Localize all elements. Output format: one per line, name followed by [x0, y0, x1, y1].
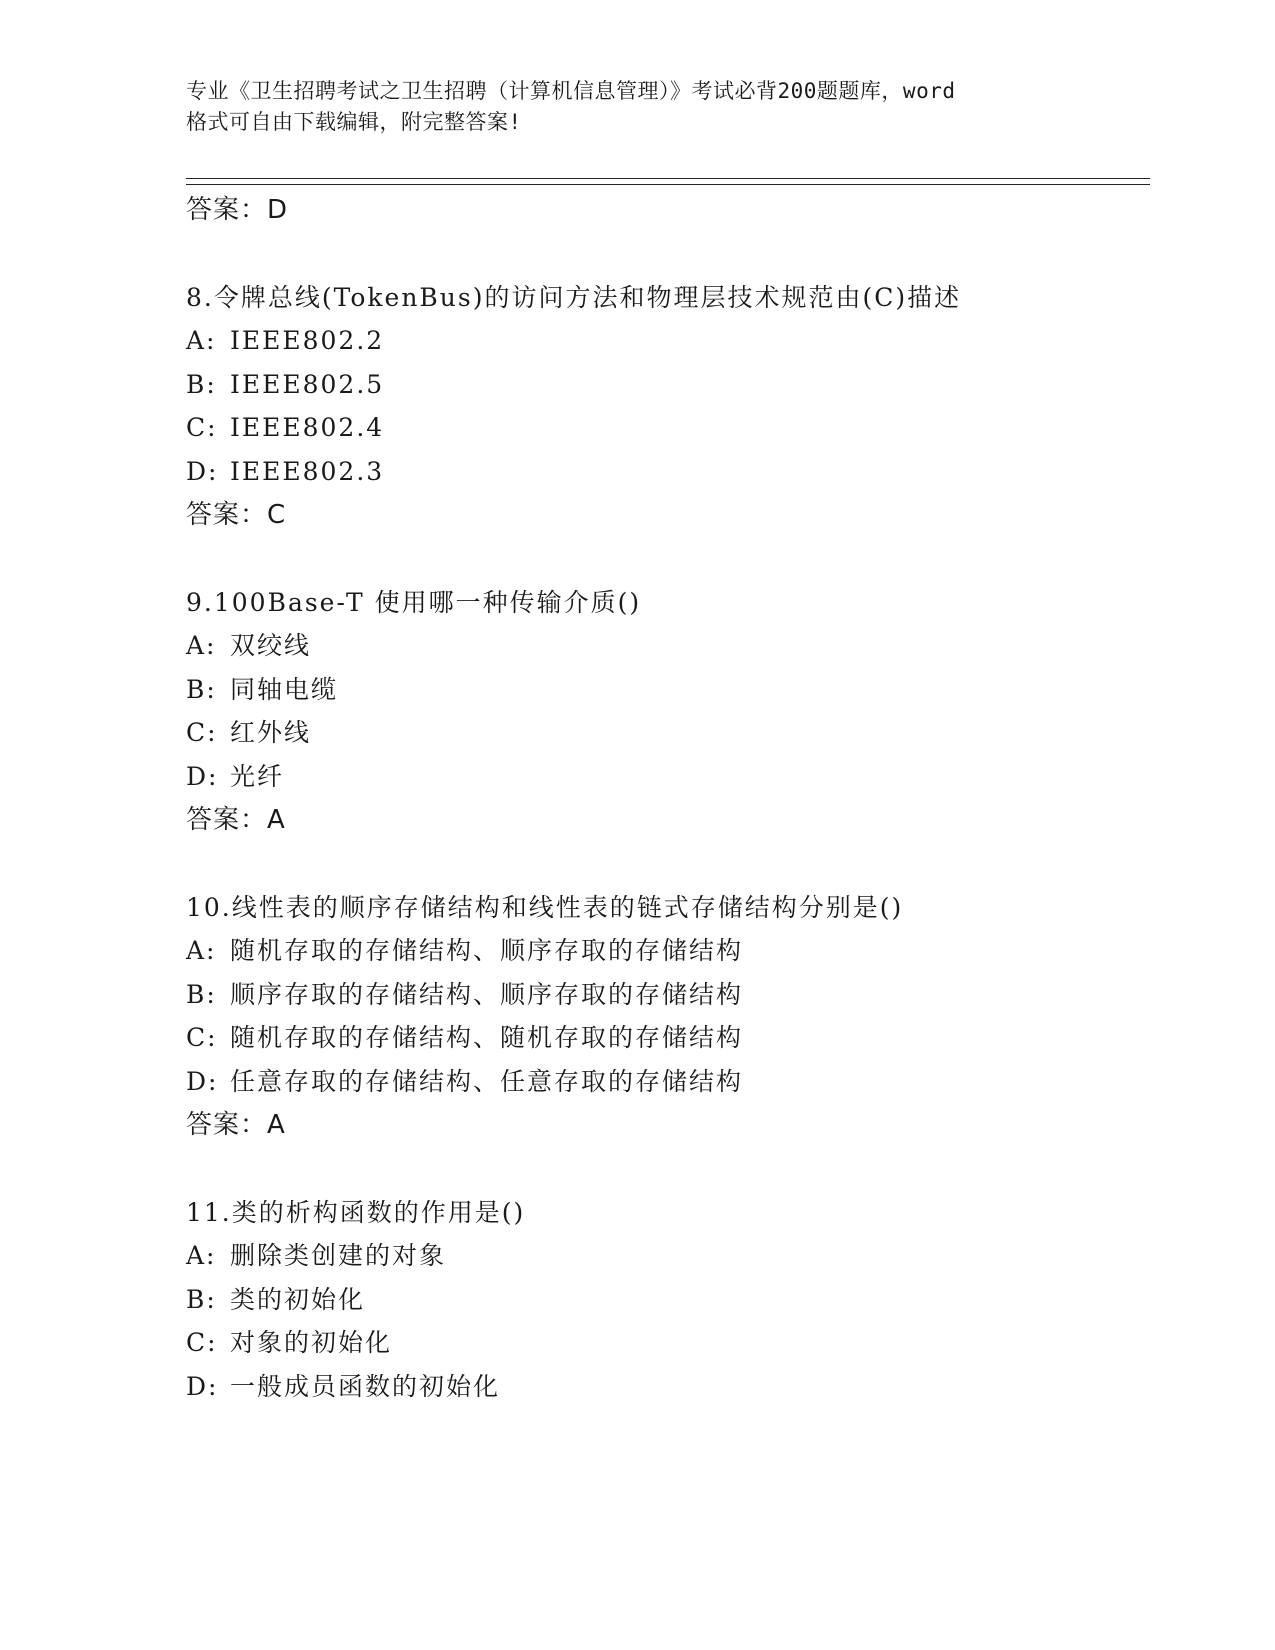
answer-label: 答案：: [186, 500, 268, 530]
option-row: [186, 979, 743, 1011]
option-row: [186, 369, 384, 401]
answer-line: [186, 804, 286, 836]
option-row: [186, 412, 384, 444]
answer-line: [186, 499, 286, 531]
question-stem: 9.100Base-T 使用哪一种传输介质(): [186, 588, 642, 617]
answer-label: 答案：: [186, 1110, 268, 1140]
document-header: [186, 76, 1086, 138]
question-stem: 8.令牌总线(TokenBus)的访问方法和物理层技术规范由(C)描述: [186, 283, 962, 312]
option-row: [186, 1240, 446, 1272]
option-text: 随机存取的存储结构、顺序存取的存储结构: [230, 936, 744, 965]
option-letter: D:: [186, 1372, 219, 1401]
option-row: [186, 1066, 743, 1098]
header-rule-bottom: [186, 184, 1150, 185]
option-row: [186, 630, 311, 662]
answer-label: 答案：: [186, 195, 268, 225]
option-text: 任意存取的存储结构、任意存取的存储结构: [230, 1067, 744, 1096]
option-text: IEEE802.4: [230, 413, 385, 442]
option-text: 红外线: [230, 718, 312, 747]
option-row: [186, 1371, 500, 1403]
question-stem: 11.类的析构函数的作用是(): [186, 1198, 526, 1227]
header-rule-top: [186, 178, 1150, 179]
option-text: 同轴电缆: [230, 675, 339, 704]
option-row: [186, 935, 743, 967]
option-row: [186, 1022, 743, 1054]
header-line-2: 格式可自由下载编辑，附完整答案!: [186, 110, 522, 134]
option-letter: C:: [186, 1328, 218, 1357]
option-letter: B:: [186, 370, 217, 399]
option-letter: D:: [186, 1067, 219, 1096]
option-text: 类的初始化: [230, 1285, 366, 1314]
option-text: 删除类创建的对象: [230, 1241, 447, 1270]
answer-line: [186, 194, 288, 226]
option-letter: D:: [186, 762, 219, 791]
option-letter: D:: [186, 457, 219, 486]
answer-value: A: [267, 1110, 286, 1140]
option-row: [186, 761, 284, 793]
answer-line: [186, 1109, 286, 1141]
option-row: [186, 456, 384, 488]
option-letter: A:: [186, 631, 217, 660]
option-text: 顺序存取的存储结构、顺序存取的存储结构: [230, 980, 744, 1009]
option-letter: C:: [186, 718, 218, 747]
header-line-1: 专业《卫生招聘考试之卫生招聘（计算机信息管理）》考试必背200题题库，word: [186, 79, 956, 103]
option-row: [186, 717, 311, 749]
answer-value: D: [267, 195, 289, 225]
option-letter: C:: [186, 1023, 218, 1052]
option-letter: A:: [186, 1241, 217, 1270]
option-text: 一般成员函数的初始化: [230, 1372, 501, 1401]
option-letter: B:: [186, 1285, 217, 1314]
option-text: 对象的初始化: [230, 1328, 393, 1357]
option-text: 双绞线: [230, 631, 312, 660]
answer-value: C: [267, 500, 287, 530]
option-text: IEEE802.2: [230, 326, 385, 355]
option-row: [186, 1327, 392, 1359]
option-row: [186, 674, 338, 706]
option-text: IEEE802.5: [230, 370, 385, 399]
option-letter: B:: [186, 980, 217, 1009]
option-letter: C:: [186, 413, 218, 442]
option-row: [186, 325, 384, 357]
option-text: 光纤: [230, 762, 285, 791]
option-letter: B:: [186, 675, 217, 704]
option-letter: A:: [186, 326, 217, 355]
option-text: IEEE802.3: [230, 457, 385, 486]
option-row: [186, 1284, 365, 1316]
option-letter: A:: [186, 936, 217, 965]
answer-label: 答案：: [186, 805, 268, 835]
question-stem: 10.线性表的顺序存储结构和线性表的链式存储结构分别是(): [186, 893, 904, 922]
option-text: 随机存取的存储结构、随机存取的存储结构: [230, 1023, 744, 1052]
answer-value: A: [267, 805, 286, 835]
